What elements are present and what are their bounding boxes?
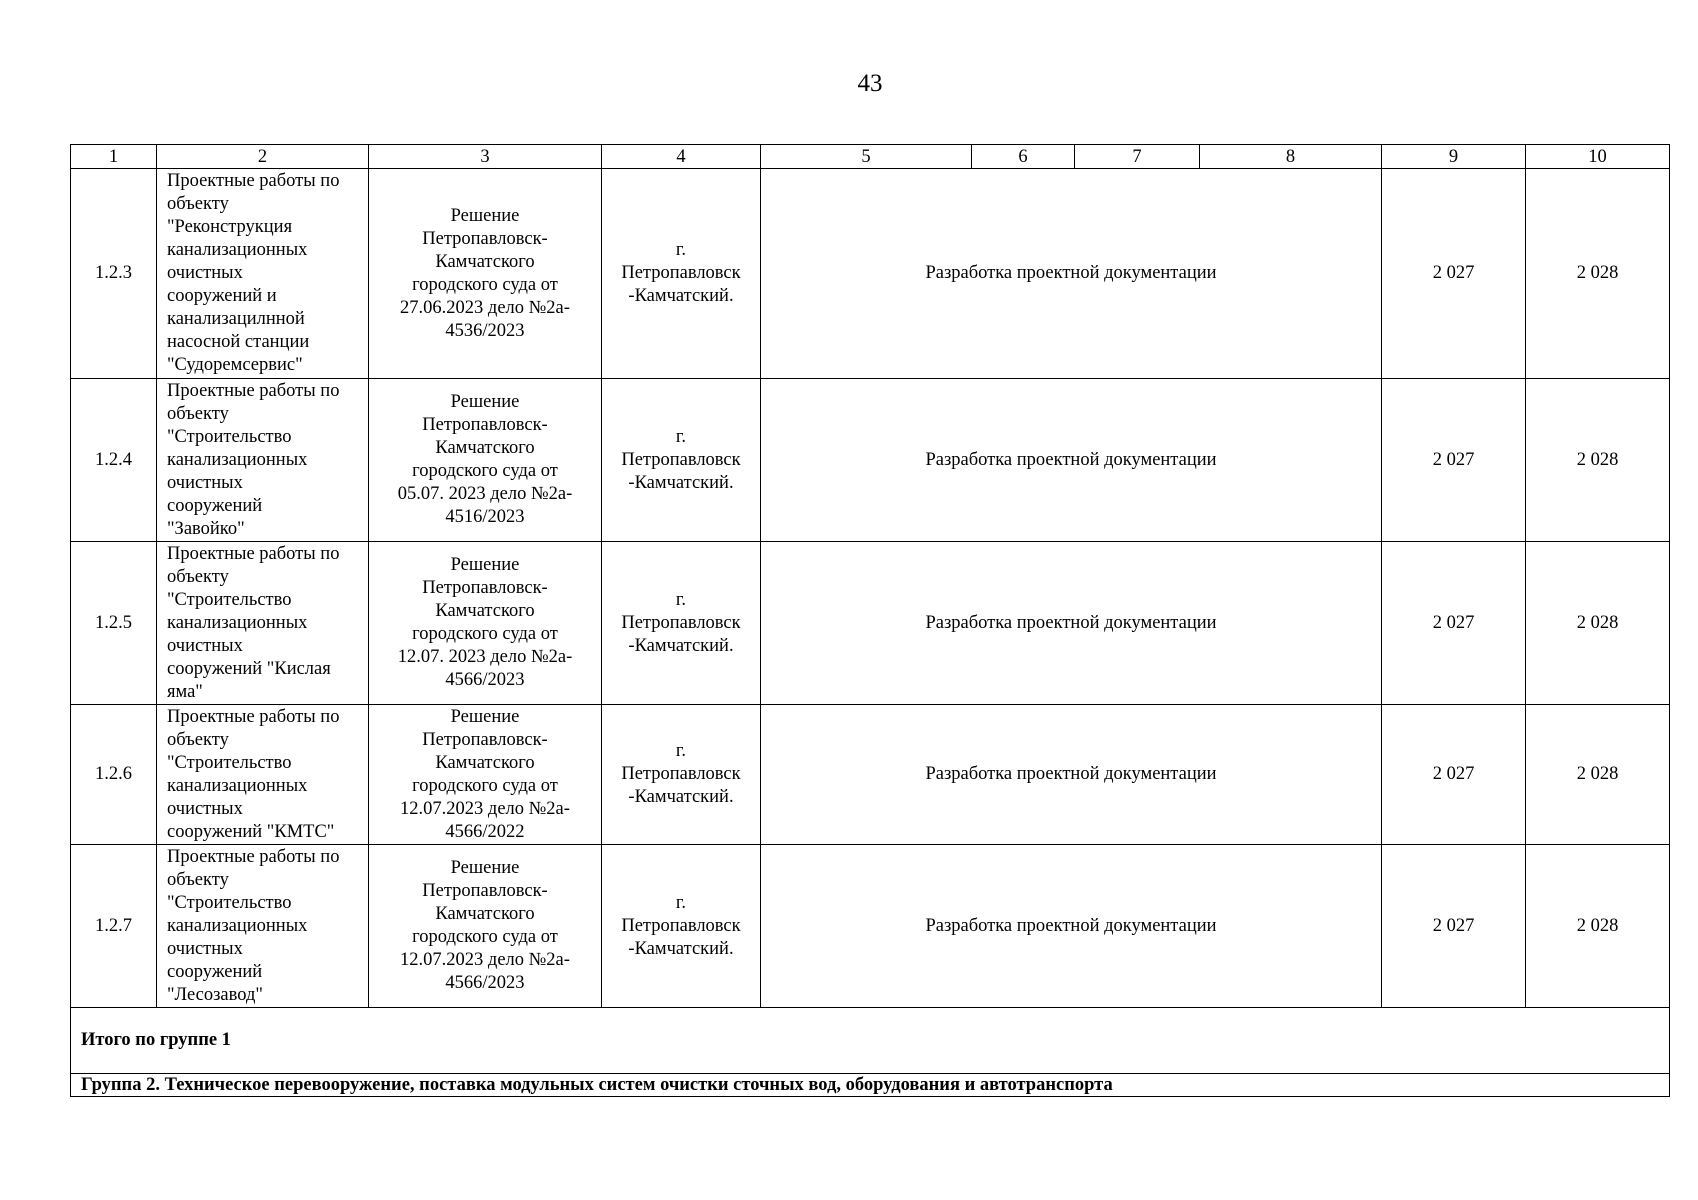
location-line: -Камчатский. xyxy=(628,938,734,959)
activity: Разработка проектной документации xyxy=(761,705,1382,845)
table-row xyxy=(71,169,1670,379)
location-line: -Камчатский. xyxy=(628,635,734,656)
table-row xyxy=(71,379,1670,542)
project-name xyxy=(157,705,369,845)
header-cell: 8 xyxy=(1200,145,1382,169)
col9-value: 2 027 xyxy=(1382,169,1526,379)
project-name-line: "Лесозавод" xyxy=(167,984,263,1005)
col10-value: 2 028 xyxy=(1526,542,1670,705)
project-name-line: очистных xyxy=(167,938,243,959)
col10-value: 2 028 xyxy=(1526,845,1670,1008)
project-name-line: сооружений xyxy=(167,961,263,982)
location-line: г. xyxy=(675,240,687,260)
legal-basis xyxy=(369,845,602,1008)
legal-basis-line: 4566/2023 xyxy=(445,973,525,993)
project-name-line: Проектные работы по xyxy=(167,380,340,401)
legal-basis-line: 4566/2023 xyxy=(445,670,525,690)
location-line: г. xyxy=(675,589,687,610)
project-name-line: очистных xyxy=(167,635,243,656)
legal-basis-line: Петропавловск- xyxy=(422,729,548,750)
legal-basis-line: Камчатского xyxy=(435,251,535,272)
location-line: Петропавловск xyxy=(621,915,741,936)
row-number: 1.2.7 xyxy=(71,845,157,1008)
project-name-line: сооружений "КМТС" xyxy=(167,821,335,842)
header-row xyxy=(71,145,1670,169)
project-name-line: канализационных xyxy=(167,915,308,936)
legal-basis-line: 12.07.2023 дело №2а- xyxy=(400,950,570,970)
legal-basis-line: 4516/2023 xyxy=(445,507,525,527)
legal-basis xyxy=(369,169,602,379)
header-cell: 6 xyxy=(972,145,1075,169)
location-line: Петропавловск xyxy=(621,263,741,283)
col9-value: 2 027 xyxy=(1382,845,1526,1008)
location xyxy=(602,169,761,379)
legal-basis-line: Петропавловск- xyxy=(422,578,548,598)
table-row xyxy=(71,542,1670,705)
location-line: г. xyxy=(675,892,687,913)
legal-basis-line: Петропавловск- xyxy=(422,228,548,249)
project-name-line: "Строительство xyxy=(167,752,292,773)
header-cell: 10 xyxy=(1526,145,1670,169)
project-name-line: Проектные работы по xyxy=(167,846,340,867)
project-name-line: "Судоремсервис" xyxy=(167,355,303,375)
legal-basis-line: 27.06.2023 дело №2а- xyxy=(400,297,570,318)
project-name xyxy=(157,169,369,379)
header-cell: 4 xyxy=(602,145,761,169)
project-name-line: яма" xyxy=(167,681,203,702)
project-name-line: объекту xyxy=(167,403,229,424)
activity: Разработка проектной документации xyxy=(761,542,1382,705)
header-cell: 5 xyxy=(761,145,972,169)
group-heading-row xyxy=(71,1074,1670,1097)
table-row xyxy=(71,845,1670,1008)
legal-basis-line: 4536/2023 xyxy=(445,320,525,341)
location-line: -Камчатский. xyxy=(628,472,734,493)
legal-basis xyxy=(369,379,602,542)
project-name-line: Проектные работы по xyxy=(167,171,340,191)
project-name-line: "Завойко" xyxy=(167,518,245,539)
project-name-line: очистных xyxy=(167,798,243,819)
legal-basis-line: 05.07. 2023 дело №2а- xyxy=(397,484,573,504)
legal-basis xyxy=(369,542,602,705)
project-name xyxy=(157,845,369,1008)
activity: Разработка проектной документации xyxy=(761,379,1382,542)
legal-basis-line: городского суда от xyxy=(412,624,558,644)
location-line: г. xyxy=(675,741,687,761)
legal-basis-line: городского суда от xyxy=(412,274,558,295)
projects-table xyxy=(70,144,1670,1097)
legal-basis-line: Петропавловск- xyxy=(422,415,548,435)
location xyxy=(602,845,761,1008)
legal-basis xyxy=(369,705,602,845)
legal-basis-line: городского суда от xyxy=(412,461,558,481)
location xyxy=(602,379,761,542)
project-name-line: Проектные работы по xyxy=(167,706,340,727)
legal-basis-line: Решение xyxy=(450,555,520,575)
legal-basis-line: Решение xyxy=(450,392,520,412)
legal-basis-line: 12.07. 2023 дело №2а- xyxy=(397,647,573,667)
col10-value: 2 028 xyxy=(1526,379,1670,542)
project-name-line: объекту xyxy=(167,729,229,750)
legal-basis-line: Решение xyxy=(450,205,520,226)
page-number: 43 xyxy=(857,70,883,97)
project-name-line: очистных xyxy=(167,472,243,493)
location-line: -Камчатский. xyxy=(628,787,734,807)
row-number: 1.2.3 xyxy=(71,169,157,379)
location-line: Петропавловск xyxy=(621,764,741,784)
location-line: Петропавловск xyxy=(621,612,741,633)
location xyxy=(602,705,761,845)
project-name-line: объекту xyxy=(167,869,229,890)
project-name-line: объекту xyxy=(167,566,229,587)
legal-basis-line: городского суда от xyxy=(412,775,558,796)
header-cell: 1 xyxy=(71,145,157,169)
col10-value: 2 028 xyxy=(1526,169,1670,379)
project-name-line: канализацилнной xyxy=(167,309,305,329)
total-row xyxy=(71,1008,1670,1074)
col9-value: 2 027 xyxy=(1382,705,1526,845)
row-number: 1.2.4 xyxy=(71,379,157,542)
project-name-line: объекту xyxy=(167,194,229,214)
project-name-line: насосной станции xyxy=(167,332,310,352)
header-cell: 9 xyxy=(1382,145,1526,169)
project-name-line: канализационных xyxy=(167,240,308,260)
legal-basis-line: Решение xyxy=(450,858,520,878)
project-name-line: "Строительство xyxy=(167,589,292,610)
col9-value: 2 027 xyxy=(1382,542,1526,705)
table-row xyxy=(71,705,1670,845)
location-line: -Камчатский. xyxy=(628,286,734,306)
project-name-line: очистных xyxy=(167,263,243,283)
location-line: г. xyxy=(675,426,687,447)
group-total-label: Итого по группе 1 xyxy=(71,1008,1670,1074)
legal-basis-line: 12.07.2023 дело №2а- xyxy=(400,798,570,819)
col9-value: 2 027 xyxy=(1382,379,1526,542)
row-number: 1.2.5 xyxy=(71,542,157,705)
project-name-line: канализационных xyxy=(167,775,308,796)
col10-value: 2 028 xyxy=(1526,705,1670,845)
project-name xyxy=(157,379,369,542)
legal-basis-line: 4566/2022 xyxy=(445,821,525,842)
header-cell: 7 xyxy=(1075,145,1200,169)
project-name-line: "Строительство xyxy=(167,892,292,913)
project-name-line: Проектные работы по xyxy=(167,543,340,564)
activity: Разработка проектной документации xyxy=(761,845,1382,1008)
project-name-line: "Реконструкция xyxy=(167,217,293,237)
legal-basis-line: Камчатского xyxy=(435,601,535,621)
project-name-line: сооружений xyxy=(167,495,263,516)
location xyxy=(602,542,761,705)
activity: Разработка проектной документации xyxy=(761,169,1382,379)
project-name xyxy=(157,542,369,705)
legal-basis-line: Камчатского xyxy=(435,904,535,924)
group-2-heading: Группа 2. Техническое перевооружение, поставка модульных систем очистки сточных вод, оборудования и автотранспорта xyxy=(71,1074,1670,1097)
header-cell: 3 xyxy=(369,145,602,169)
row-number: 1.2.6 xyxy=(71,705,157,845)
location-line: Петропавловск xyxy=(621,449,741,470)
project-name-line: канализационных xyxy=(167,449,308,470)
legal-basis-line: Петропавловск- xyxy=(422,881,548,901)
legal-basis-line: городского суда от xyxy=(412,927,558,947)
legal-basis-line: Решение xyxy=(450,706,520,727)
header-cell: 2 xyxy=(157,145,369,169)
legal-basis-line: Камчатского xyxy=(435,438,535,458)
legal-basis-line: Камчатского xyxy=(435,752,535,773)
project-name-line: "Строительство xyxy=(167,426,292,447)
project-name-line: канализационных xyxy=(167,612,308,633)
project-name-line: сооружений "Кислая xyxy=(167,658,331,679)
project-name-line: сооружений и xyxy=(167,286,277,306)
